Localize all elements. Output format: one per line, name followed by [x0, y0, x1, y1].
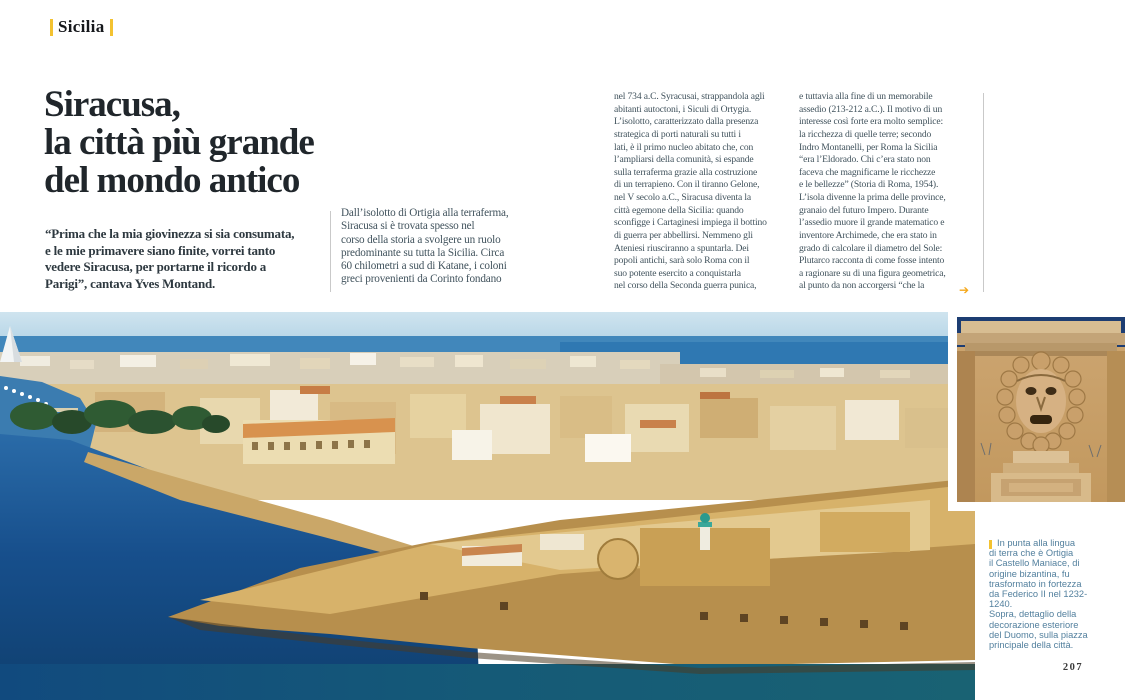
body-column-1: Dall’isolotto di Ortigia alla terraferma, Siracusa si è trovata spesso nel corso della storia a svolgere un ruolo predominante su tutta la Sicilia. Circa 60 chilometri a sud di Katane, i coloni greci provenienti da Corinto fondano	[341, 207, 509, 286]
continuation-arrow-icon: ➔	[959, 283, 970, 297]
body-column-2: nel 734 a.C. Syracusai, strappandola agli abitanti autoctoni, i Siculi di Ortygia. L’isolotto, caratterizzato dalla presenza strategica di porti naturali su tutti i lati, è il primo nucleo abitato che, con l’ampliarsi della comunità, si espande sulla terraferma grazie alla costruzione di un terrapieno. Con il tiranno Gelone, nel V secolo a.C., Siracusa diventa la città egemone della Sicilia: quando sconfigge i Cartaginesi impiega il bottino di guerra per abbellirsi. Nemmeno gli Ateniesi riusciranno a spuntarla. Dei popoli antichi, sarà solo Roma con il suo potente esercito a conquistarla nel corso della Seconda guerra punica,	[614, 91, 767, 292]
body-column-3: e tuttavia alla fine di un memorabile assedio (213-212 a.C.). Il motivo di un interesse così forte era molto semplice: la ricchezza di quelle terre; secondo Indro Montanelli, per Roma la Sicilia “era l’Eldorado. Chi c’era stato non faceva che magnificarne le ricchezze e le bellezze” (Storia di Roma, 1954). L’isola divenne la prima delle province, granaio del futuro Impero. Durante l’assedio muore il grande matematico e inventore Archimede, che era stato in grado di calcolare il diametro del Sole: Plutarco racconta di come fosse intento a ragionare su di una figura geometrica, al punto da non accorgersi “che la	[799, 91, 946, 292]
photo-orange-roof-building	[243, 418, 395, 464]
syracuse-aerial-illustration	[0, 312, 975, 700]
duomo-mascaron-photo-frame	[948, 309, 1125, 511]
page-number: 207	[1062, 662, 1084, 673]
column-divider-rule	[330, 211, 331, 292]
kicker-right-bar-icon	[110, 19, 113, 36]
mascaron-right-stone	[1107, 351, 1125, 502]
mascaron-left-stone	[957, 351, 975, 502]
duomo-mascaron-photo	[957, 317, 1125, 502]
article-lede-quote: “Prima che la mia giovinezza si sia consumata, e le mie primavere siano finite, vorrei tanto vedere Siracusa, per portarne il ricordo a Parigi”, cantava Yves Montand.	[45, 226, 295, 291]
right-column-rule	[983, 93, 984, 292]
lighthouse-icon	[698, 513, 712, 550]
section-label: Sicilia	[58, 17, 105, 36]
mascaron-cornice	[957, 321, 1125, 356]
photo-caption: In punta alla lingua di terra che è Ortigia il Castello Maniace, di origine bizantina, fu trasformato in fortezza da Federico II nel 1232- 1240. Sopra, dettaglio della decorazione esteriore del Duomo, sulla piazza principale della città.	[989, 538, 1088, 651]
syracuse-aerial-photo	[0, 312, 975, 700]
kicker-left-bar-icon	[50, 19, 53, 36]
article-title: Siracusa, la città più grande del mondo antico	[44, 84, 314, 201]
section-kicker	[50, 17, 113, 37]
mascaron-illustration	[957, 317, 1125, 502]
